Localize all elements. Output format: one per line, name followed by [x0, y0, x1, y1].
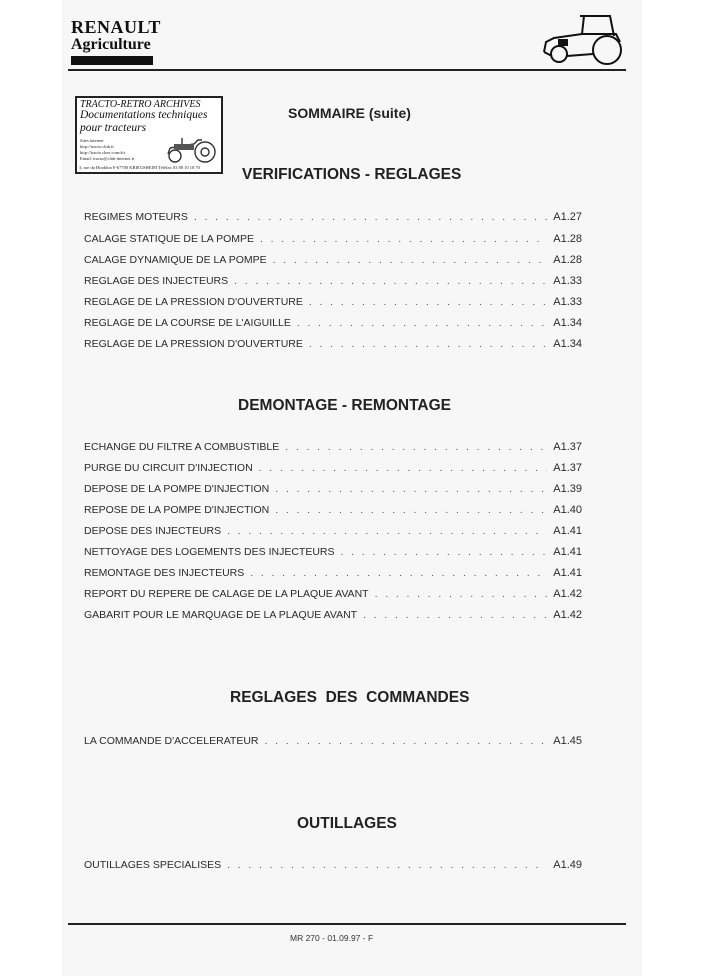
stamp-info-4: Email: tracto@club-internet.fr	[80, 156, 135, 161]
toc-entry[interactable]: NETTOYAGE DES LOGEMENTS DES INJECTEURS . . . A1.41	[84, 546, 582, 560]
toc-entry[interactable]: CALAGE DYNAMIQUE DE LA POMPE . . . A1.28	[84, 254, 582, 268]
vintage-tractor-icon	[162, 134, 218, 164]
toc-entry[interactable]: LA COMMANDE D'ACCELERATEUR . . . A1.45	[84, 735, 582, 749]
stamp-title: TRACTO-RETRO ARCHIVES	[80, 99, 201, 110]
toc-entry[interactable]: OUTILLAGES SPECIALISES . . . A1.49	[84, 859, 582, 873]
tractor-icon	[540, 12, 626, 66]
stamp-line-2: Documentations techniques	[80, 109, 208, 121]
toc-entry[interactable]: PURGE DU CIRCUIT D'INJECTION . . . A1.37	[84, 462, 582, 476]
section-heading-verifications: VERIFICATIONS - REGLAGES	[242, 166, 462, 183]
page-title: SOMMAIRE (suite)	[288, 105, 411, 121]
section-heading-outillages: OUTILLAGES	[297, 815, 397, 832]
toc-entry[interactable]: REGLAGE DE LA COURSE DE L'AIGUILLE . . . A1.34	[84, 317, 582, 331]
toc-entry[interactable]: REGLAGE DE LA PRESSION D'OUVERTURE . . . A1.34	[84, 338, 582, 352]
toc-entry[interactable]: GABARIT POUR LE MARQUAGE DE LA PLAQUE AVANT . . . A1.42	[84, 609, 582, 623]
renault-agriculture-logo	[71, 18, 161, 54]
toc-entry[interactable]: REMONTAGE DES INJECTEURS . . . A1.41	[84, 567, 582, 581]
stamp-info-3: http://tracto.chez.com/sfr	[80, 150, 126, 155]
document-reference: MR 270 - 01.09.97 - F	[290, 933, 374, 943]
toc-entry[interactable]: REGLAGE DE LA PRESSION D'OUVERTURE . . . A1.33	[84, 296, 582, 310]
toc-entry[interactable]: REGIMES MOTEURS . . . A1.27	[84, 211, 582, 225]
toc-entry[interactable]: DEPOSE DES INJECTEURS . . . A1.41	[84, 525, 582, 539]
toc-entry[interactable]: REPOSE DE LA POMPE D'INJECTION . . . A1.40	[84, 504, 582, 518]
archive-stamp	[75, 96, 223, 174]
section-heading-commandes: REGLAGES DES COMMANDES	[230, 689, 470, 706]
header-rule	[68, 69, 626, 71]
toc-entry[interactable]: DEPOSE DE LA POMPE D'INJECTION . . . A1.39	[84, 483, 582, 497]
stamp-address: 3, rue du Houblon F-67700 KRIEGSHEIM Téléfax 03 88 10 18 70	[79, 165, 200, 170]
stamp-info-1: Sites internet	[80, 138, 104, 143]
footer-rule	[68, 923, 626, 925]
toc-entry[interactable]: CALAGE STATIQUE DE LA POMPE . . . A1.28	[84, 233, 582, 247]
toc-entry[interactable]: REGLAGE DES INJECTEURS . . . A1.33	[84, 275, 582, 289]
stamp-line-3: pour tracteurs	[80, 122, 147, 134]
toc-entry[interactable]: ECHANGE DU FILTRE A COMBUSTIBLE . . . A1.37	[84, 441, 582, 455]
section-heading-demontage: DEMONTAGE - REMONTAGE	[238, 397, 451, 414]
toc-entry[interactable]: REPORT DU REPERE DE CALAGE DE LA PLAQUE AVANT . . . A1.42	[84, 588, 582, 602]
brand-bar	[71, 56, 153, 65]
stamp-info-2: http://tracto.club.fr	[80, 144, 114, 149]
brand-subtitle: Agriculture	[71, 36, 151, 53]
brand-name: RENAULT	[71, 17, 161, 37]
